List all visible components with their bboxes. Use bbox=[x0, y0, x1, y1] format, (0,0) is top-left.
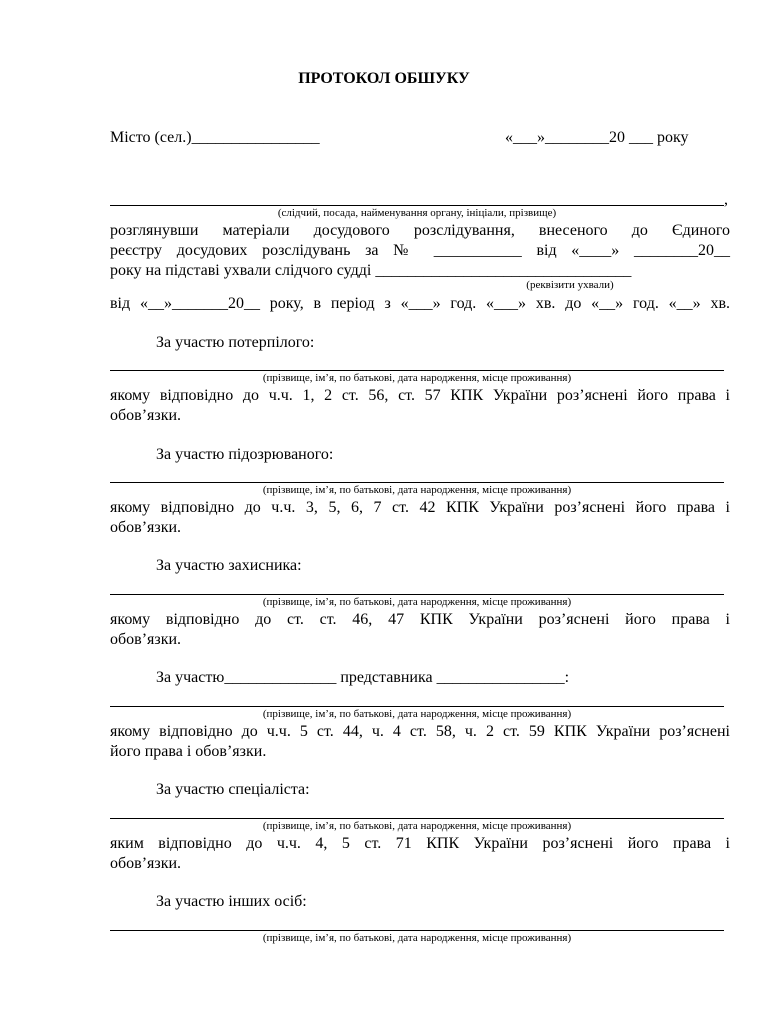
investigator-caption: (слідчий, посада, найменування органу, ініціали, прізвище) bbox=[277, 207, 557, 219]
defender-text-line-2: обов’язки. bbox=[110, 631, 182, 648]
defender-caption: (прізвище, ім’я, по батькові, дата народження, місце проживання) bbox=[262, 596, 572, 608]
investigator-blank-line bbox=[110, 205, 724, 206]
date-field: «___»________20 ___ року bbox=[505, 129, 689, 146]
investigator-text-line-4: від «__»_______20__ року, в період з «___» год. «___» хв. до «__» год. «__» хв. bbox=[110, 295, 730, 312]
defender-blank-line bbox=[110, 594, 724, 595]
specialist-blank-line bbox=[110, 818, 724, 819]
section-heading-defender: За участю захисника: bbox=[156, 557, 302, 574]
specialist-caption: (прізвище, ім’я, по батькові, дата народження, місце проживання) bbox=[262, 820, 572, 832]
representative-text-line-2: його права і обов’язки. bbox=[110, 743, 267, 760]
document-title: ПРОТОКОЛ ОБШУКУ bbox=[298, 70, 470, 87]
ruling-caption: (реквізити ухвали) bbox=[526, 279, 614, 291]
specialist-text-line-2: обов’язки. bbox=[110, 855, 182, 872]
section-heading-suspect: За участю підозрюваного: bbox=[156, 446, 334, 463]
victim-text-line-1: якому відповідно до ч.ч. 1, 2 ст. 56, ст. 57 КПК України роз’яснені його права і bbox=[110, 387, 730, 404]
investigator-text-line-1: розглянувши матеріали досудового розслідування, внесеного до Єдиного bbox=[110, 222, 730, 239]
section-heading-victim: За участю потерпілого: bbox=[156, 334, 315, 351]
victim-text-line-2: обов’язки. bbox=[110, 407, 182, 424]
suspect-text-line-2: обов’язки. bbox=[110, 519, 182, 536]
investigator-text-line-2: реєстру досудових розслідувань за № ___________ від «____» ________20__ bbox=[110, 242, 730, 259]
suspect-blank-line bbox=[110, 482, 724, 483]
suspect-text-line-1: якому відповідно до ч.ч. 3, 5, 6, 7 ст. 42 КПК України роз’яснені його права і bbox=[110, 499, 730, 516]
victim-caption: (прізвище, ім’я, по батькові, дата народження, місце проживання) bbox=[262, 372, 572, 384]
section-heading-representative: За участю______________ представника ________________: bbox=[156, 669, 570, 686]
investigator-text-line-3: року на підставі ухвали слідчого судді ________________________________ bbox=[110, 262, 632, 279]
representative-caption: (прізвище, ім’я, по батькові, дата народження, місце проживання) bbox=[262, 708, 572, 720]
investigator-comma: , bbox=[724, 191, 728, 208]
section-heading-others: За участю інших осіб: bbox=[156, 893, 307, 910]
victim-blank-line bbox=[110, 370, 724, 371]
others-caption: (прізвище, ім’я, по батькові, дата народження, місце проживання) bbox=[262, 932, 572, 944]
representative-text-line-1: якому відповідно до ч.ч. 5 ст. 44, ч. 4 ст. 58, ч. 2 ст. 59 КПК України роз’яснені bbox=[110, 723, 730, 740]
representative-blank-line bbox=[110, 706, 724, 707]
others-blank-line bbox=[110, 930, 724, 931]
defender-text-line-1: якому відповідно до ст. ст. 46, 47 КПК України роз’яснені його права і bbox=[110, 611, 730, 628]
city-field: Місто (сел.)________________ bbox=[110, 129, 320, 146]
suspect-caption: (прізвище, ім’я, по батькові, дата народження, місце проживання) bbox=[262, 484, 572, 496]
specialist-text-line-1: яким відповідно до ч.ч. 4, 5 ст. 71 КПК України роз’яснені його права і bbox=[110, 835, 730, 852]
section-heading-specialist: За участю спеціаліста: bbox=[156, 781, 310, 798]
